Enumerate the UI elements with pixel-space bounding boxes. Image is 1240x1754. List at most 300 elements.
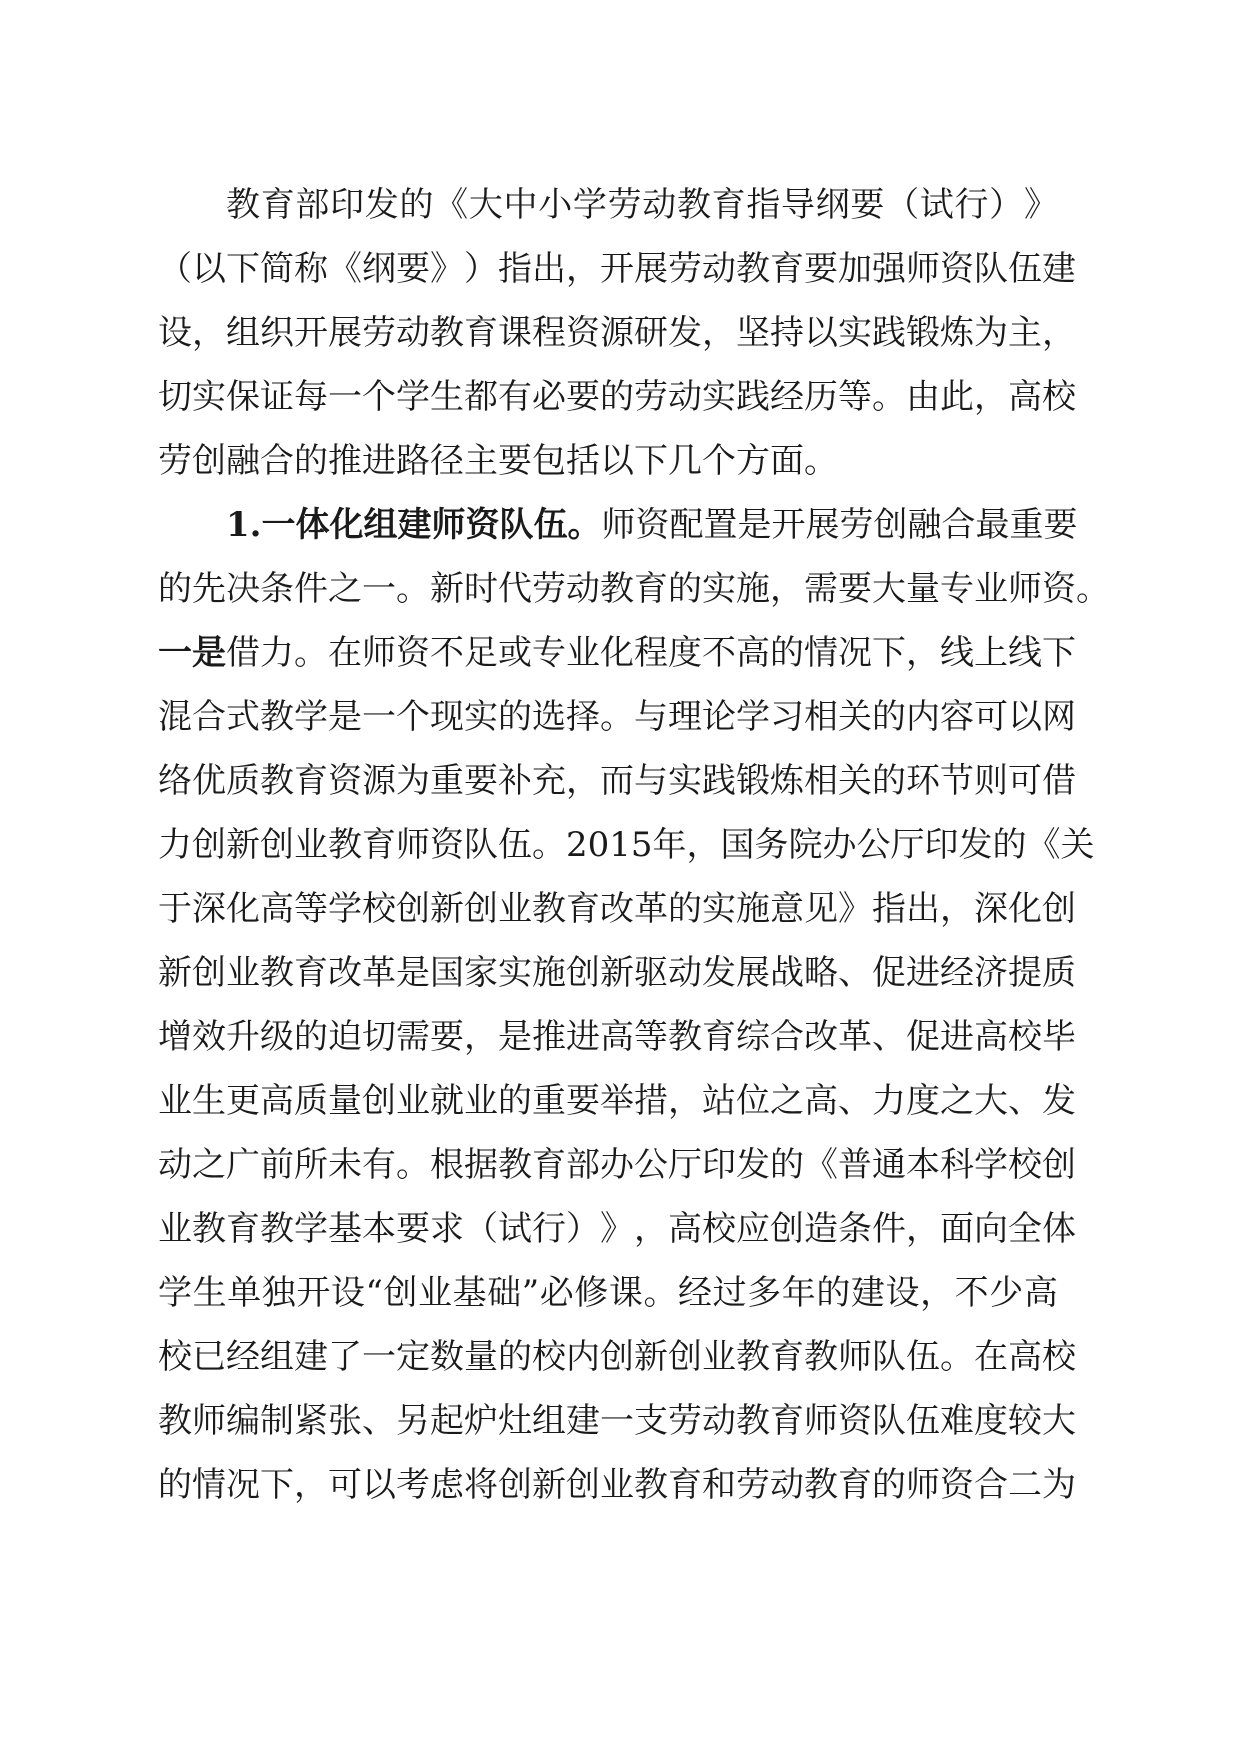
text-glyph: 劳 — [736, 1465, 770, 1505]
text-glyph: 纲 — [815, 185, 850, 225]
text-glyph: 的 — [770, 633, 804, 673]
text-glyph: 经 — [226, 1337, 260, 1377]
text-glyph: 于 — [158, 889, 192, 929]
text-glyph: 资 — [430, 825, 464, 865]
text-glyph: 所 — [294, 1145, 328, 1185]
text-glyph: 创 — [396, 889, 430, 929]
text-glyph: 教 — [260, 697, 294, 737]
text-glyph: 和 — [702, 1465, 736, 1505]
text-glyph: 育 — [702, 1017, 736, 1057]
text-glyph: 必 — [532, 377, 566, 417]
text-glyph: 展 — [805, 505, 840, 545]
text-line — [158, 889, 1076, 929]
text-glyph: 创 — [192, 825, 226, 865]
text-glyph: 育 — [294, 761, 328, 801]
text-glyph: 下 — [1042, 633, 1076, 673]
text-glyph: 年 — [652, 825, 687, 865]
text-glyph: 经 — [940, 953, 974, 993]
text-glyph: 简 — [260, 249, 294, 289]
text-glyph: 为 — [974, 313, 1008, 353]
text-glyph: 条 — [260, 569, 294, 609]
text-glyph: 的 — [770, 1145, 804, 1185]
bold-text-glyph: 。 — [567, 505, 602, 545]
text-glyph: 主 — [464, 441, 498, 481]
text-glyph: 》 — [1023, 185, 1058, 225]
text-glyph: 年 — [781, 1273, 816, 1313]
text-glyph: 展 — [328, 313, 362, 353]
text-glyph: 的 — [600, 377, 634, 417]
text-glyph: 是 — [328, 697, 362, 737]
text-line — [158, 1401, 1076, 1441]
text-glyph: 高 — [1008, 377, 1042, 417]
text-glyph: 基 — [328, 1209, 362, 1249]
text-glyph: 资 — [940, 1465, 974, 1505]
text-glyph: 教 — [158, 1401, 192, 1441]
text-glyph: 炼 — [770, 761, 804, 801]
text-glyph: ， — [906, 1209, 940, 1249]
text-glyph: 出 — [906, 889, 940, 929]
text-glyph: 坚 — [736, 313, 770, 353]
text-glyph: 理 — [668, 697, 702, 737]
text-glyph: 下 — [226, 249, 260, 289]
text-glyph: 不 — [702, 633, 736, 673]
text-glyph: 决 — [226, 569, 260, 609]
text-glyph: 学 — [974, 1145, 1008, 1185]
text-glyph: ， — [1042, 313, 1076, 353]
text-glyph: 个 — [362, 377, 396, 417]
text-glyph: 了 — [328, 1337, 362, 1377]
text-glyph: 容 — [940, 697, 974, 737]
text-glyph: 情 — [192, 1465, 226, 1505]
text-glyph: 全 — [1008, 1209, 1042, 1249]
text-glyph: 据 — [464, 1145, 498, 1185]
text-glyph: 创 — [260, 825, 294, 865]
text-glyph: 先 — [192, 569, 226, 609]
text-glyph: 路 — [396, 441, 430, 481]
text-glyph: 2015 — [566, 825, 653, 865]
text-glyph: 的 — [158, 569, 192, 609]
bold-text-glyph: 资 — [465, 505, 500, 545]
text-glyph: 开 — [296, 1273, 331, 1313]
text-glyph: 习 — [770, 697, 804, 737]
text-glyph: 改 — [600, 889, 634, 929]
text-glyph: 《 — [804, 1145, 838, 1185]
text-glyph: 深 — [192, 889, 226, 929]
text-glyph: 公 — [634, 1145, 668, 1185]
text-glyph: （ — [464, 1209, 498, 1249]
bold-text-glyph: 一 — [261, 505, 296, 545]
text-glyph: 生 — [192, 1273, 227, 1313]
text-glyph: 印 — [330, 185, 365, 225]
text-glyph: 发 — [1042, 1081, 1076, 1121]
text-glyph: 重 — [430, 761, 464, 801]
text-glyph: 国 — [430, 953, 464, 993]
text-glyph: 务 — [754, 825, 789, 865]
text-line — [158, 1465, 1076, 1505]
text-glyph: 师 — [396, 825, 430, 865]
text-glyph: 实 — [702, 377, 736, 417]
text-glyph: 创 — [566, 953, 600, 993]
text-glyph: 革 — [362, 953, 396, 993]
text-glyph: 教 — [192, 1209, 226, 1249]
text-glyph: 育 — [770, 1337, 804, 1377]
text-glyph: 经 — [770, 377, 804, 417]
text-glyph: 与 — [634, 697, 668, 737]
text-glyph: 建 — [294, 1337, 328, 1377]
text-glyph: 炉 — [464, 1401, 498, 1441]
text-glyph: 办 — [600, 1145, 634, 1185]
text-glyph: 度 — [668, 633, 702, 673]
text-glyph: 高 — [736, 633, 770, 673]
bold-text-glyph: 伍 — [533, 505, 568, 545]
text-glyph: 本 — [362, 1209, 396, 1249]
text-glyph: 合 — [974, 1465, 1008, 1505]
text-glyph: 关 — [838, 697, 872, 737]
text-glyph: 育 — [770, 1401, 804, 1441]
text-glyph: 。 — [1076, 569, 1110, 609]
text-glyph: 的 — [816, 1273, 851, 1313]
text-glyph: 下 — [634, 441, 668, 481]
text-glyph: 劳 — [634, 377, 668, 417]
text-glyph: 建 — [566, 1401, 600, 1441]
text-glyph: 队 — [974, 249, 1008, 289]
text-glyph: 导 — [781, 185, 815, 225]
text-glyph: 高 — [600, 1017, 634, 1057]
text-glyph: 组 — [226, 313, 260, 353]
text-glyph: 队 — [872, 1401, 906, 1441]
text-glyph: 节 — [940, 761, 974, 801]
text-glyph: 更 — [226, 1081, 260, 1121]
text-glyph: 的 — [294, 441, 328, 481]
text-glyph: 小 — [538, 185, 573, 225]
text-glyph: ， — [906, 633, 940, 673]
text-glyph: 面 — [770, 441, 804, 481]
text-glyph: 《 — [434, 185, 469, 225]
text-glyph: 学 — [396, 377, 430, 417]
text-glyph: 组 — [260, 1337, 294, 1377]
text-glyph: 内 — [906, 697, 940, 737]
text-glyph: 创 — [770, 1209, 804, 1249]
text-glyph: 以 — [362, 1465, 396, 1505]
text-glyph: 动 — [702, 249, 736, 289]
text-glyph: 力 — [872, 1081, 906, 1121]
text-line — [158, 1209, 1076, 1249]
text-glyph: 专 — [532, 633, 566, 673]
text-glyph: 量 — [328, 1081, 362, 1121]
text-glyph: 专 — [940, 569, 974, 609]
text-line — [158, 1081, 1076, 1121]
text-glyph: 几 — [668, 441, 702, 481]
text-glyph: 试 — [498, 1209, 532, 1249]
text-glyph: 下 — [260, 1465, 294, 1505]
text-glyph: 创 — [873, 505, 908, 545]
text-glyph: 经 — [678, 1273, 713, 1313]
text-glyph: 织 — [260, 313, 294, 353]
text-glyph: 质 — [294, 1081, 328, 1121]
text-glyph: 在 — [974, 1337, 1008, 1377]
text-glyph: 学 — [572, 185, 607, 225]
text-glyph: 重 — [1009, 505, 1044, 545]
text-line — [158, 505, 1078, 545]
text-glyph: 合 — [192, 697, 226, 737]
text-glyph: 是 — [498, 1017, 532, 1057]
bold-text-glyph: 体 — [295, 505, 330, 545]
text-glyph: 足 — [464, 633, 498, 673]
text-glyph: 推 — [328, 441, 362, 481]
text-glyph: ， — [566, 249, 600, 289]
text-glyph: 、 — [838, 1081, 872, 1121]
text-glyph: 学 — [294, 1209, 328, 1249]
text-glyph: 动 — [668, 953, 702, 993]
text-glyph: 包 — [532, 441, 566, 481]
text-glyph: 实 — [668, 761, 702, 801]
text-glyph: 不 — [430, 633, 464, 673]
text-glyph: 教 — [430, 313, 464, 353]
text-glyph: 最 — [975, 505, 1010, 545]
text-glyph: 造 — [804, 1209, 838, 1249]
text-glyph: 的 — [498, 697, 532, 737]
text-glyph: 起 — [430, 1401, 464, 1441]
text-glyph: 施 — [736, 889, 770, 929]
text-glyph: 络 — [158, 761, 192, 801]
text-glyph: 教 — [804, 1337, 838, 1377]
text-glyph: 劳 — [668, 1401, 702, 1441]
text-glyph: 线 — [940, 633, 974, 673]
text-glyph: 教 — [260, 953, 294, 993]
text-glyph: 张 — [328, 1401, 362, 1441]
text-glyph: 一 — [362, 1337, 396, 1377]
text-line — [158, 1145, 1076, 1185]
text-glyph: 制 — [260, 1401, 294, 1441]
text-glyph: 新 — [634, 1337, 668, 1377]
text-glyph: 家 — [464, 953, 498, 993]
text-line — [158, 953, 1076, 993]
text-glyph: 创 — [1042, 889, 1076, 929]
section-1-paragraph — [158, 505, 1110, 1505]
text-glyph: 关 — [838, 761, 872, 801]
text-glyph: 以 — [1008, 697, 1042, 737]
text-glyph: 开 — [771, 505, 806, 545]
text-glyph: 创 — [362, 1081, 396, 1121]
text-glyph: 校 — [362, 889, 396, 929]
text-glyph: 。 — [600, 697, 634, 737]
text-glyph: 校 — [702, 1209, 736, 1249]
text-glyph: 应 — [736, 1209, 770, 1249]
text-glyph: 促 — [906, 1017, 940, 1057]
text-glyph: 已 — [192, 1337, 226, 1377]
text-glyph: 进 — [566, 1017, 600, 1057]
text-glyph: ， — [192, 313, 226, 353]
text-glyph: 中 — [503, 185, 538, 225]
text-glyph: 高 — [1023, 1273, 1058, 1313]
bold-text-glyph: 师 — [431, 505, 466, 545]
text-glyph: 切 — [158, 377, 192, 417]
text-glyph: 发 — [668, 313, 702, 353]
text-glyph: 优 — [192, 761, 226, 801]
text-glyph: 业 — [702, 1337, 736, 1377]
text-glyph: 置 — [703, 505, 738, 545]
text-glyph: 略 — [804, 953, 838, 993]
text-glyph: 教 — [736, 249, 770, 289]
text-glyph: 力 — [260, 633, 294, 673]
text-glyph: 。 — [872, 377, 906, 417]
text-glyph: 要 — [498, 441, 532, 481]
text-glyph: 实 — [838, 313, 872, 353]
bold-text-glyph: 建 — [397, 505, 432, 545]
text-glyph: 需 — [804, 569, 838, 609]
document-body — [158, 185, 1110, 1532]
text-glyph: 进 — [362, 441, 396, 481]
text-glyph: ， — [702, 313, 736, 353]
text-glyph: 需 — [396, 1017, 430, 1057]
text-glyph: 情 — [804, 633, 838, 673]
text-glyph: 师 — [1008, 569, 1042, 609]
text-glyph: 要 — [804, 249, 838, 289]
text-glyph: 指 — [498, 249, 532, 289]
text-glyph: 发 — [364, 185, 399, 225]
text-glyph: 前 — [260, 1145, 294, 1185]
text-glyph: 教 — [532, 889, 566, 929]
text-glyph: 设 — [158, 313, 192, 353]
text-glyph: 育 — [566, 889, 600, 929]
text-glyph: 多 — [747, 1273, 782, 1313]
text-glyph: 。 — [940, 1337, 974, 1377]
text-glyph: ， — [464, 1017, 498, 1057]
text-glyph: 融 — [226, 441, 260, 481]
text-line — [158, 569, 1110, 609]
text-glyph: 促 — [872, 953, 906, 993]
text-glyph: 动 — [770, 1465, 804, 1505]
text-glyph: 业 — [158, 1209, 192, 1249]
text-glyph: 要 — [396, 1209, 430, 1249]
text-glyph: 》 — [838, 889, 872, 929]
text-line — [158, 313, 1076, 353]
text-glyph: 。 — [396, 569, 430, 609]
text-glyph: 业 — [396, 1081, 430, 1121]
text-glyph: ， — [566, 761, 600, 801]
text-glyph: 件 — [294, 569, 328, 609]
text-glyph: 新 — [532, 1465, 566, 1505]
text-glyph: 劳 — [362, 313, 396, 353]
text-glyph: 实 — [702, 569, 736, 609]
text-glyph: 建 — [850, 1273, 885, 1313]
text-glyph: 劳 — [668, 249, 702, 289]
text-glyph: 《 — [328, 249, 362, 289]
text-glyph: 课 — [498, 313, 532, 353]
text-glyph: 动 — [668, 377, 702, 417]
text-line — [158, 633, 1076, 673]
text-glyph: 创 — [192, 953, 226, 993]
text-glyph: 教 — [600, 569, 634, 609]
text-glyph: 设 — [885, 1273, 920, 1313]
text-glyph: 大 — [468, 185, 503, 225]
text-glyph: 可 — [328, 1465, 362, 1505]
text-glyph: 新 — [158, 953, 192, 993]
text-glyph: 个 — [396, 697, 430, 737]
text-glyph: 合 — [941, 505, 976, 545]
text-glyph: 径 — [430, 441, 464, 481]
text-glyph: 加 — [838, 249, 872, 289]
text-glyph: 化 — [600, 633, 634, 673]
text-glyph: 求 — [430, 1209, 464, 1249]
text-glyph: 发 — [702, 953, 736, 993]
text-line — [158, 441, 1058, 481]
text-glyph: 就 — [430, 1081, 464, 1121]
text-glyph: 资 — [635, 505, 670, 545]
text-glyph: 毕 — [1042, 1017, 1076, 1057]
text-glyph: 程 — [532, 313, 566, 353]
text-glyph: 综 — [736, 1017, 770, 1057]
text-glyph: 面 — [940, 1209, 974, 1249]
text-glyph: 践 — [872, 313, 906, 353]
text-glyph: 动 — [566, 569, 600, 609]
text-glyph: 过 — [712, 1273, 747, 1313]
text-glyph: 基 — [452, 1273, 487, 1313]
text-line — [158, 185, 1058, 225]
text-glyph: 。 — [804, 441, 838, 481]
text-glyph: 的 — [872, 1465, 906, 1505]
text-glyph: 出 — [532, 249, 566, 289]
text-glyph: 校 — [158, 1337, 192, 1377]
text-glyph: 可 — [974, 697, 1008, 737]
text-glyph: 借 — [226, 633, 260, 673]
text-glyph: 向 — [974, 1209, 1008, 1249]
text-glyph: 发 — [958, 825, 993, 865]
text-glyph: 行 — [532, 1209, 566, 1249]
text-glyph: 要 — [566, 377, 600, 417]
text-glyph: 教 — [736, 1401, 770, 1441]
text-glyph: 况 — [226, 1465, 260, 1505]
text-glyph: 教 — [668, 1017, 702, 1057]
text-line — [158, 1017, 1076, 1057]
text-glyph: ， — [940, 889, 974, 929]
text-glyph: 教 — [498, 1145, 532, 1185]
text-glyph: 科 — [940, 1145, 974, 1185]
text-line — [158, 377, 1076, 417]
text-glyph: 式 — [226, 697, 260, 737]
text-glyph: 措 — [634, 1081, 668, 1121]
text-glyph: ， — [770, 569, 804, 609]
text-glyph: 。 — [396, 1145, 430, 1185]
text-glyph: 开 — [600, 249, 634, 289]
text-glyph: 重 — [532, 1081, 566, 1121]
text-glyph: 单 — [227, 1273, 262, 1313]
text-glyph: 之 — [770, 1081, 804, 1121]
text-glyph: 件 — [872, 1209, 906, 1249]
text-glyph: 要 — [396, 249, 430, 289]
text-glyph: 育 — [711, 185, 746, 225]
text-glyph: 择 — [566, 697, 600, 737]
text-glyph: 不 — [954, 1273, 989, 1313]
text-glyph: 生 — [192, 1081, 226, 1121]
text-glyph: 新 — [430, 889, 464, 929]
text-glyph: 一 — [600, 1401, 634, 1441]
text-glyph: 之 — [328, 569, 362, 609]
text-glyph: 公 — [856, 825, 891, 865]
text-glyph: 教 — [676, 185, 711, 225]
text-glyph: 育 — [668, 1465, 702, 1505]
text-glyph: “ — [365, 1273, 383, 1313]
text-glyph: 力 — [158, 825, 192, 865]
text-glyph: 础 — [487, 1273, 522, 1313]
text-glyph: 劳 — [607, 185, 642, 225]
text-glyph: 动 — [158, 1145, 192, 1185]
text-glyph: 见 — [804, 889, 838, 929]
text-glyph: ， — [668, 1081, 702, 1121]
text-glyph: 深 — [974, 889, 1008, 929]
text-glyph: 育 — [770, 249, 804, 289]
text-glyph: 的 — [498, 1337, 532, 1377]
